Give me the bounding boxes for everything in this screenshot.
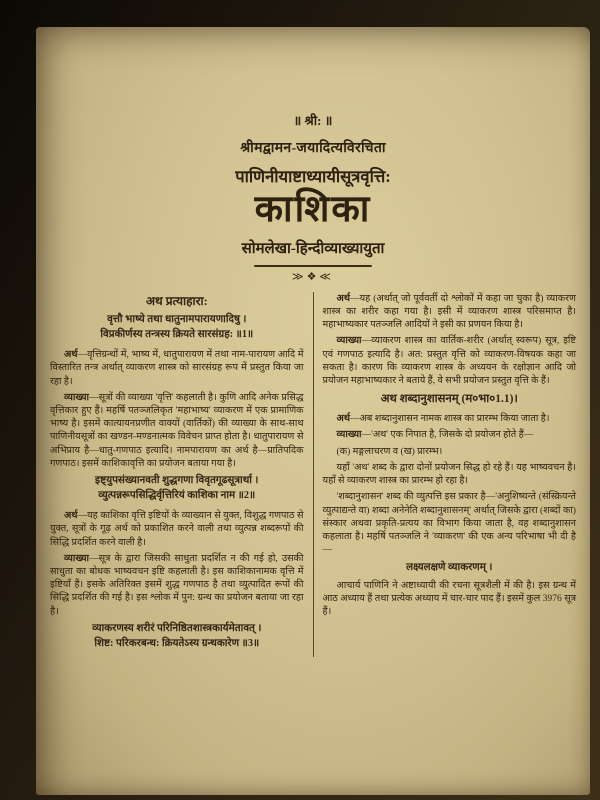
author-line: श्रीमद्वामन-जयादित्यविरचिता <box>240 141 386 156</box>
verse-1-line-2: विप्रकीर्णस्य तन्त्रस्य क्रियते सारसंग्रह: ॥1॥ <box>100 329 254 341</box>
paragraph-artha-3 <box>323 292 577 332</box>
invocation-line: ॥ श्री: ॥ <box>293 113 333 128</box>
verse-1 <box>50 313 304 343</box>
paragraph-vyakhya-1 <box>50 391 304 470</box>
para-lead: अर्थ <box>336 413 350 425</box>
para-lead: अर्थ <box>64 349 78 361</box>
page-title: काशिका <box>254 189 372 230</box>
verse-3 <box>50 622 304 652</box>
right-column <box>313 292 577 657</box>
ornament-divider: ≫❖≪ <box>292 270 334 283</box>
verse-3-line-1: व्याकरणस्य शरीरं परिनिष्ठितशास्त्रकार्यमेतावत् । <box>92 622 262 634</box>
verse-3-line-2: शिष्ट: परिकरबन्ध: क्रियतेऽस्य ग्रन्थकारेण ॥3॥ <box>94 637 260 649</box>
section-heading-pratyahara: अथ प्रत्याहारा: <box>145 293 208 308</box>
paragraph-following: यहाँ 'अथ' शब्द के द्वारा दोनों प्रयोजन सिद्ध हो रहे हैं। यह भाष्यवचन है। यहाँ से व्याकरण शास्त्र का प्रारम्भ हो रहा है। <box>322 461 576 487</box>
para-text: —वृत्तिग्रन्थों में, भाष्य में, धातुपारायण में तथा नाम-पारायण आदि में विस्तारित तन्त्र अर्थात् व्याकरण शास्त्र को सारसंग्रह रूप में प्रस्तुत किया जा रहा है। <box>50 349 304 387</box>
paragraph-etymology: 'शब्दानुशासन' शब्द की व्युत्पत्ति इस प्रकार है—'अनुशिष्यन्ते (संस्क्रियन्ते व्युत्पाद्यन्ते वा) शब्दा अनेनेति शब्दानुशासनम्' अर्थात् जिसके द्वारा (शब्दों का) संस्कार अथवा प्रकृति-प्रत्यय का विभाग किया जाता है, वह शब्दानुशासन कहलाता है। महर्षि पतञ्जलि ने 'व्याकरण' की एक अन्य परिभाषा भी दी है— <box>322 491 576 556</box>
para-text: —सूत्र के द्वारा जिसकी साधुता प्रदर्शित न की गई हो, उसकी साधुता का बोधक भाष्यवचन इष्टि कहलाती है। इस काशिकानामक वृत्ति में इष्टियाँ हैं। इसके अतिरिक्त इसमें शुद्ध गणपाठ है तथा व्युत्पादित रूपों की सिद्धि प्रदर्शित की गई है। इस श्लोक में पुन: ग्रन्थ का प्रयोजन बताया जा रहा है। <box>50 552 304 617</box>
verse-1-line-1: वृत्तौ भाष्ये तथा धातुनामपारायणादिषु । <box>107 314 247 326</box>
paragraph-vyakhya-2 <box>50 552 304 618</box>
paragraph-artha-1 <box>50 348 304 388</box>
para-text: —अब शब्दानुशासन नामक शास्त्र का प्रारम्भ किया जाता है। <box>349 413 550 425</box>
paragraph-vyakhya-3 <box>323 334 577 387</box>
list-line-mangala: (क) मङ्गलाचरण व (ख) प्रारम्भ। <box>336 445 443 457</box>
left-column <box>50 292 313 657</box>
work-title-line: पाणिनीयाष्टाध्यायीसूत्रवृत्ति: <box>235 167 391 186</box>
subtitle: सोमलेखा-हिन्दीव्याख्यायुता <box>241 240 385 257</box>
paragraph-artha-4 <box>323 412 577 425</box>
subtitle-rule <box>254 265 372 267</box>
para-lead: अर्थ <box>336 292 350 304</box>
book-page <box>36 27 590 795</box>
para-text: —यह (अर्थात् जो पूर्ववर्ती दो श्लोकों में कहा जा चुका है) व्याकरण शास्त्र का शरीर कहा गया है। इसी में व्याकरण शास्त्र परिसमाप्त है। महाभाष्यकार पतञ्जलि आदियों ने इसी का प्रणयन किया है। <box>322 292 576 331</box>
para-text: —व्याकरण शास्त्र का वार्तिक-शरीर (अर्थात् स्वरूप) सूत्र, इष्टि एवं गणपाठ इत्यादि है। अत: प्रस्तुत वृत्ति को व्याकरण-विषयक कहा जा सकता है। कारण कि व्याकरण शास्त्र के अध्ययन के रक्षोज्ञान आदि जो प्रयोजन महाभाष्यकार ने बताये हैं, वे सभी प्रयोजन प्रस्तुत वृत्ति के हैं। <box>322 335 576 387</box>
para-lead: व्याख्या <box>336 335 362 347</box>
sutra-heading-shabdanushasanam: अथ शब्दानुशासनम् (म०भा०1.1)। <box>380 393 518 406</box>
para-lead: व्याख्या <box>336 429 362 441</box>
para-text: —सूत्रों की व्याख्या 'वृत्ति' कहलाती है। कुणि आदि अनेक प्रसिद्ध वृत्तिकार हुए हैं। महर्षि पतञ्जलिकृत 'महाभाष्य' व्याकरण में एक प्रामाणिक भाष्य है। इसमें कात्यायनप्रणीत वाक्यों (वार्तिकों) की व्याख्या के साथ-साथ पाणिनीयसूत्रों का खण्डन-मण्डनात्मक विवेचन प्राप्त होता है। धातुपारायण से अभिप्राय है—धातु-गणपाठ इत्यादि। नामपारायण का अर्थ है—प्रातिपदिक गणपाठ। इसमें काशिकावृत्ति का प्रयोजन बताया गया है। <box>50 391 304 469</box>
definition-line: लक्ष्यलक्षणे व्याकरणम् । <box>406 561 493 573</box>
para-text: —'अथ' एक निपात है, जिसके दो प्रयोजन होते हैं— <box>361 429 534 441</box>
verse-2-line-1: इष्ट्युपसंख्यानवती शुद्धगणा विवृतगूढसूत्रार्था । <box>95 475 259 487</box>
para-lead: अर्थ <box>64 510 78 522</box>
page-header <box>50 27 576 283</box>
two-column-body <box>50 292 576 657</box>
para-text: —यह काशिका वृत्ति इष्टियों के व्याख्यान से युक्त, विशुद्ध गणपाठ से युक्त, सूत्रों के गूढ़ अर्थ को प्रकाशित करने वाली तथा व्युत्पन्न शब्दरूपों की सिद्धि प्रदर्शित करने वाली है। <box>50 510 304 548</box>
paragraph-panini: आचार्य पाणिनि ने अष्टाध्यायी की रचना सूत्रशैली में की है। इस ग्रन्थ में आठ अध्याय हैं तथा प्रत्येक अध्याय में चार-चार पाद हैं। इसमें कुल 3976 सूत्र हैं। <box>322 579 576 618</box>
verse-2-line-2: व्युत्पन्नरूपसिद्धिर्वृत्तिरियं काशिका नाम ॥2॥ <box>98 490 256 502</box>
paragraph-artha-2 <box>50 509 304 549</box>
para-lead: व्याख्या <box>64 552 89 564</box>
verse-2 <box>50 474 304 504</box>
para-lead: व्याख्या <box>64 391 89 403</box>
paragraph-vyakhya-4 <box>323 428 577 441</box>
